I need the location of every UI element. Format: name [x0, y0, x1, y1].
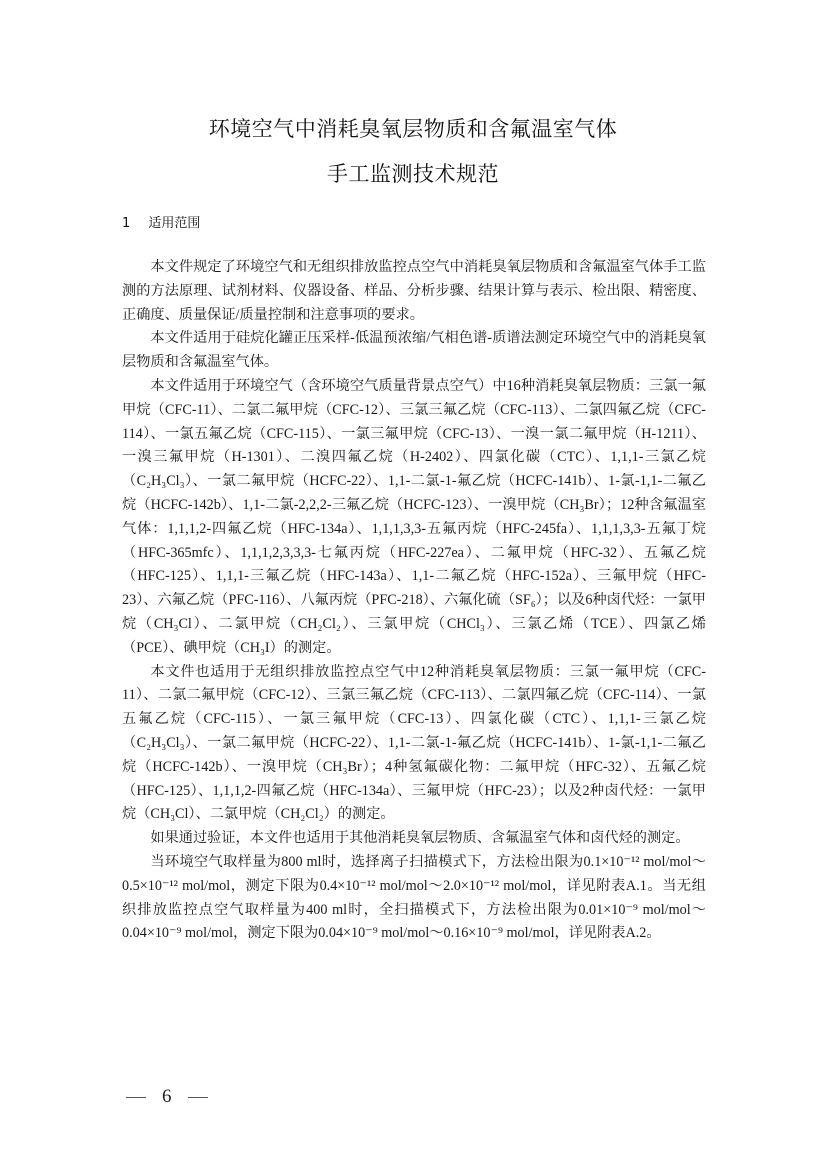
document-title-line1: 环境空气中消耗臭氧层物质和含氟温室气体: [208, 117, 618, 141]
footer-dash-right: [188, 1097, 208, 1098]
paragraph-method-applicability: 本文件适用于硅烷化罐正压采样-低温预浓缩/气相色谱-质谱法测定环境空气中的消耗臭氧层物质和含氟温室气体。: [122, 330, 706, 371]
footer-dash-left: [126, 1097, 146, 1098]
page-number: 6: [162, 1086, 172, 1107]
paragraph-ambient-compounds: 本文件适用于环境空气（含环境空气质量背景点空气）中16种消耗臭氧层物质：三氯一氟甲烷（CFC-11）、二氯二氟甲烷（CFC-12）、三氯三氟乙烷（CFC-113）、二氯四氟乙烷（CFC-114）、一氯五氟乙烷（CFC-115）、一氯三氟甲烷（CFC-13）、一溴一氯二氟甲烷（H-1211）、一溴三氟甲烷（H-1301）、二溴四氟乙烷（H-2402）、四氯化碳（CTC）、1,1,1-三氯乙烷（C₂H₃Cl₃）、一氯二氟甲烷（HCFC-22）、1,1-二氯-1-氟乙烷（HCFC-141b）、1-氯-1,1-二氟乙烷（HCFC-142b）、1,1-二氯-2,2,2-三氟乙烷（HCFC-123）、一溴甲烷（CH₃Br）；12种含氟温室气体：1,1,1,2-四氟乙烷（HFC-134a）、1,1,1,3,3-五氟丙烷（HFC-245fa）、1,1,1,3,3-五氟丁烷（HFC-365mfc）、1,1,1,2,3,3,3-七氟丙烷（HFC-227ea）、二氟甲烷（HFC-32）、五氟乙烷（HFC-125）、1,1,1-三氟乙烷（HFC-143a）、1,1-二氟乙烷（HFC-152a）、三氟甲烷（HFC-23）、六氟乙烷（PFC-116）、八氟丙烷（PFC-218）、六氟化硫（SF₆）；以及6种卤代烃：一氯甲烷（CH₃Cl）、二氯甲烷（CH₂Cl₂）、三氯甲烷（CHCl₃）、三氯乙烯（TCE）、四氯乙烯（PCE）、碘甲烷（CH₃I）的测定。: [122, 377, 706, 656]
document-title-line2: 手工监测技术规范: [327, 162, 499, 186]
paragraph-fugitive-compounds: 本文件也适用于无组织排放监控点空气中12种消耗臭氧层物质：三氯一氟甲烷（CFC-11）、二氯二氟甲烷（CFC-12）、三氯三氟乙烷（CFC-113）、二氯四氟乙烷（CFC-114）、一氯五氟乙烷（CFC-115）、一氯三氟甲烷（CFC-13）、四氯化碳（CTC）、1,1,1-三氯乙烷（C₂H₃Cl₃）、一氯二氟甲烷（HCFC-22）、1,1-二氯-1-氟乙烷（HCFC-141b）、1-氯-1,1-二氟乙烷（HCFC-142b）、一溴甲烷（CH₃Br）；4种氢氟碳化物：二氟甲烷（HFC-32）、五氟乙烷（HFC-125）、1,1,1,2-四氟乙烷（HFC-134a）、三氟甲烷（HFC-23）；以及2种卤代烃：一氯甲烷（CH₃Cl）、二氯甲烷（CH₂Cl₂）的测定。: [122, 663, 706, 823]
section-number: 1: [122, 216, 131, 231]
paragraph-detection-limits: 当环境空气取样量为800 ml时，选择离子扫描模式下，方法检出限为0.1×10⁻¹² mol/mol～0.5×10⁻¹² mol/mol，测定下限为0.4×10⁻¹² mol/mol～2.0×10⁻¹² mol/mol，详见附表A.1。当无组织排放监控点空气取样量为400 ml时，全扫描模式下，方法检出限为0.01×10⁻⁹ mol/mol～0.04×10⁻⁹ mol/mol，测定下限为0.04×10⁻⁹ mol/mol～0.16×10⁻⁹ mol/mol，详见附表A.2。: [122, 853, 706, 942]
paragraph-validation-note: 如果通过验证，本文件也适用于其他消耗臭氧层物质、含氟温室气体和卤代烃的测定。: [150, 830, 690, 847]
section-title: 适用范围: [148, 216, 201, 231]
section-body: [122, 256, 706, 946]
section-heading: [122, 212, 200, 231]
page-footer: [126, 1086, 208, 1108]
paragraph-scope-intro: 本文件规定了环境空气和无组织排放监控点空气中消耗臭氧层物质和含氟温室气体手工监测的方法原理、试剂材料、仪器设备、样品、分析步骤、结果计算与表示、检出限、精密度、正确度、质量保证/质量控制和注意事项的要求。: [122, 259, 706, 323]
